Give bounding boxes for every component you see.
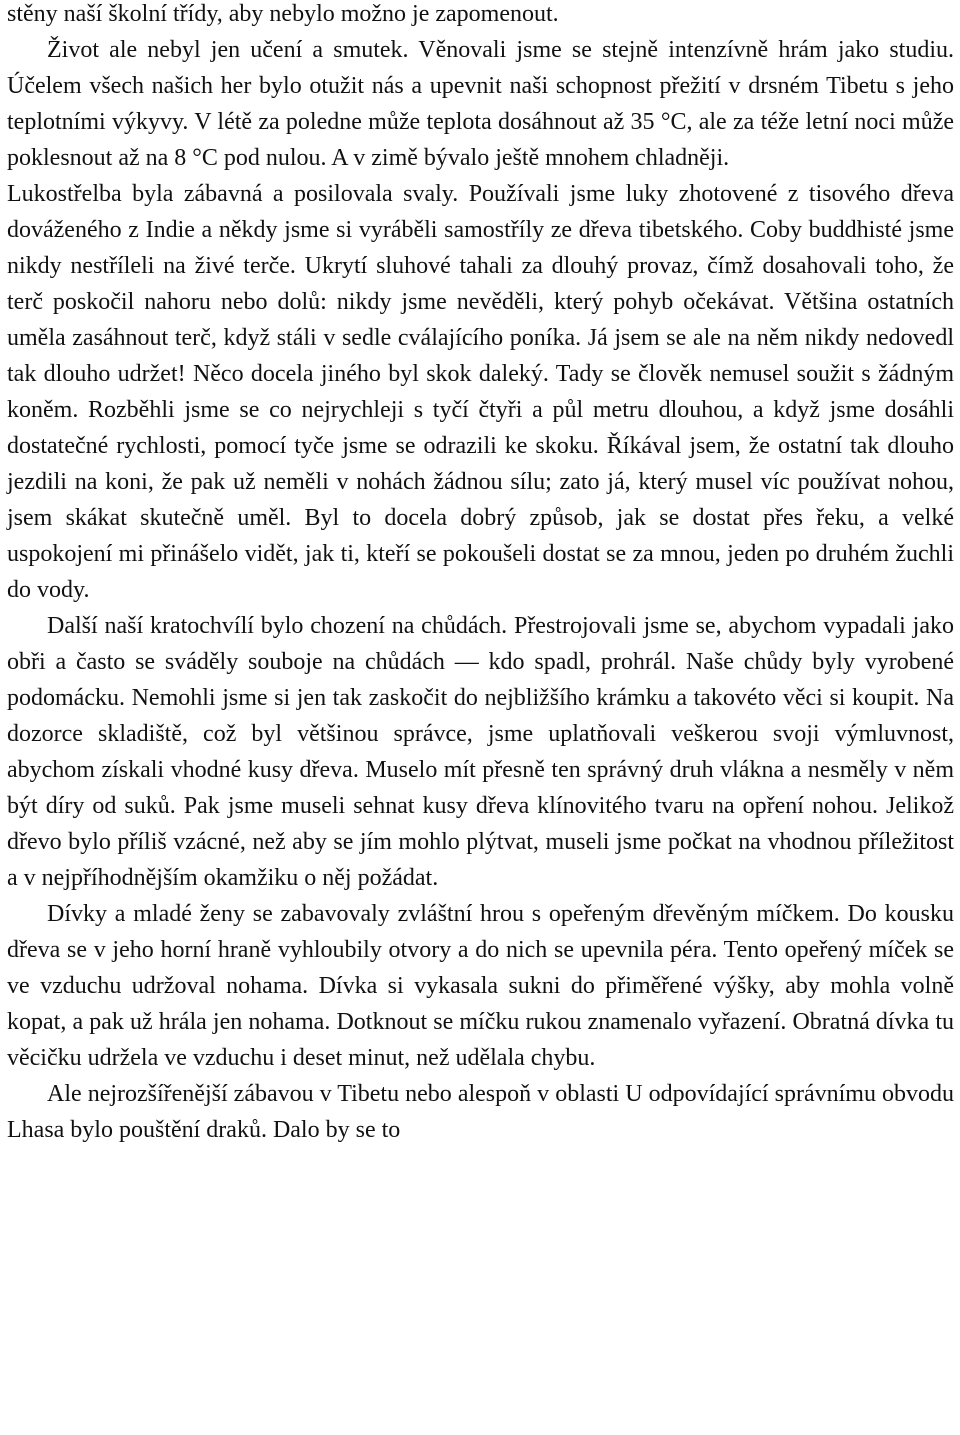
paragraph-stilts: Další naší kratochvílí bylo chození na chůdách. Přestrojovali jsme se, abychom vypadali jako obři a často se sváděly souboje na chůdách — kdo spadl, prohrál. Naše chůdy byly vyrobené podomácku. Nemohli jsme si jen tak zaskočit do nejbližšího krámku a takovéto věci si koupit. Na dozorce skladiště, což byl většinou správce, jsme uplatňovali veškerou svoji výmluvnost, abychom získali vhodné kusy dřeva. Muselo mít přesně ten správný druh vlákna a nesměly v něm být díry od suků. Pak jsme museli sehnat kusy dřeva klínovitého tvaru na opření nohou. Jelikož dřevo bylo příliš vzácné, než aby se jím mohlo plýtvat, museli jsme počkat na vhodnou příležitost a v nejpříhodnějším okamžiku o něj požádat. bbox=[7, 613, 954, 891]
paragraph-games-intro: Život ale nebyl jen učení a smutek. Věnovali jsme se stejně intenzívně hrám jako studiu. Účelem všech našich her bylo otužit nás a upevnit naši schopnost přežití v drsném Tibetu s jeho teplotními výkyvy. V létě za poledne může teplota dosáhnout až 35 °C, ale za téže letní noci může poklesnout až na 8 °C pod nulou. A v zimě bývalo ještě mnohem chladněji. bbox=[7, 37, 954, 171]
paragraph-feathered-ball: Dívky a mladé ženy se zabavovaly zvláštní hrou s opeřeným dřevěným míčkem. Do kousku dřeva se v jeho horní hraně vyhloubily otvory a do nich se upevnila péra. Tento opeřený míček se ve vzduchu udržoval nohama. Dívka si vykasala sukni do přiměřené výšky, aby mohla volně kopat, a pak už hrála jen nohama. Dotknout se míčku rukou znamenalo vyřazení. Obratná dívka tu věcičku udržela ve vzduchu i deset minut, než udělala chybu. bbox=[7, 901, 954, 1071]
paragraph-kites: Ale nejrozšířenější zábavou v Tibetu nebo alespoň v oblasti U odpovídající správnímu obvodu Lhasa bylo pouštění draků. Dalo by se to bbox=[7, 1081, 954, 1143]
paragraph-archery: Lukostřelba byla zábavná a posilovala svaly. Používali jsme luky zhotovené z tisového dřeva dováženého z Indie a někdy jsme si vyráběli samostříly ze dřeva tibetského. Coby buddhisté jsme nikdy nestříleli na živé terče. Ukrytí sluhové tahali za dlouhý provaz, čímž dosahovali toho, že terč poskočil nahoru nebo dolů: nikdy jsme nevěděli, který pohyb očekávat. Většina ostatních uměla zasáhnout terč, když stáli v sedle cválajícího poníka. Já jsem se ale na něm nikdy nedovedl tak dlouho udržet! Něco docela jiného byl skok daleký. Tady se člověk nemusel soužit s žádným koněm. Rozběhli jsme se co nejrychleji s tyčí čtyři a půl metru dlouhou, a když jsme dosáhli dostatečné rychlosti, pomocí tyče jsme se odrazili ke skoku. Říkával jsem, že ostatní tak dlouho jezdili na koni, že pak už neměli v nohách žádnou sílu; zato já, který musel víc používat nohou, jsem skákat skutečně uměl. Byl to docela dobrý způsob, jak se dostat přes řeku, a velké uspokojení mi přinášelo vidět, jak ti, kteří se pokoušeli dostat se za mnou, jeden po druhém žuchli do vody. bbox=[7, 181, 954, 603]
paragraph-continuation: stěny naší školní třídy, aby nebylo možno je zapomenout. bbox=[7, 1, 559, 27]
